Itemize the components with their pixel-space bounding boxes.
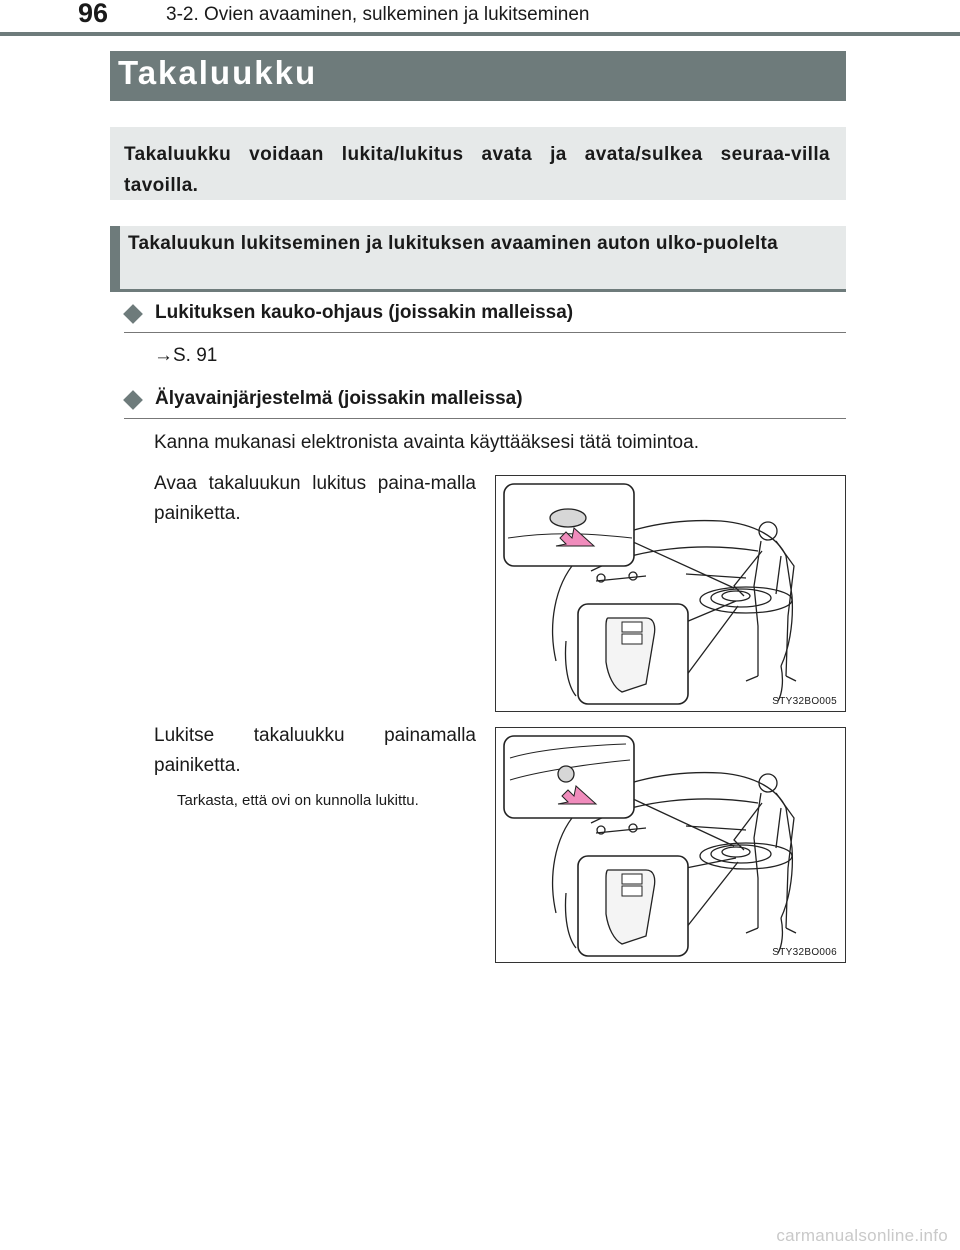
section-banner — [110, 51, 846, 101]
subsection-title: Takaluukun lukitseminen ja lukituksen avaaminen auton ulko-puolelta — [128, 233, 779, 254]
watermark[interactable]: carmanualsonline.info — [776, 1226, 948, 1245]
heading-rule — [124, 332, 846, 333]
smart-key-intro: Kanna mukanasi elektronista avainta käyttääksesi tätä toimintoa. — [154, 432, 699, 453]
remote-heading — [124, 302, 846, 334]
intro-box — [110, 127, 846, 200]
lock-note: Tarkasta, että ovi on kunnolla lukittu. — [177, 792, 419, 809]
heading-rule — [124, 418, 846, 419]
unlock-instruction: Avaa takaluukun lukitus paina-malla painiketta. — [154, 473, 476, 524]
running-header: 3-2. Ovien avaaminen, sulkeminen ja lukitseminen — [166, 4, 590, 25]
lock-instruction: Lukitse takaluukku painamalla painiketta. — [154, 725, 476, 776]
header-rule — [0, 32, 960, 36]
smart-key-heading-title: Älyavainjärjestelmä (joissakin malleissa) — [155, 388, 523, 409]
page-number: 96 — [78, 0, 109, 28]
diamond-bullet-icon — [123, 304, 143, 324]
figure-code: STY32BO005 — [772, 696, 837, 707]
figure-unlock — [495, 475, 846, 712]
subsection-underline — [110, 289, 846, 292]
figure-lock-illustration — [496, 728, 847, 964]
smart-key-heading — [124, 388, 846, 420]
figure-code: STY32BO006 — [772, 947, 837, 958]
remote-heading-title: Lukituksen kauko-ohjaus (joissakin malleissa) — [155, 302, 574, 323]
section-title: Takaluukku — [118, 54, 318, 91]
page-reference: →S. 91 — [154, 345, 218, 366]
figure-lock — [495, 727, 846, 963]
subsection-banner — [110, 226, 846, 291]
diamond-bullet-icon — [123, 390, 143, 410]
figure-unlock-illustration — [496, 476, 847, 713]
intro-text: Takaluukku voidaan lukita/lukitus avata ja avata/sulkea seuraa-villa tavoilla. — [124, 144, 830, 196]
